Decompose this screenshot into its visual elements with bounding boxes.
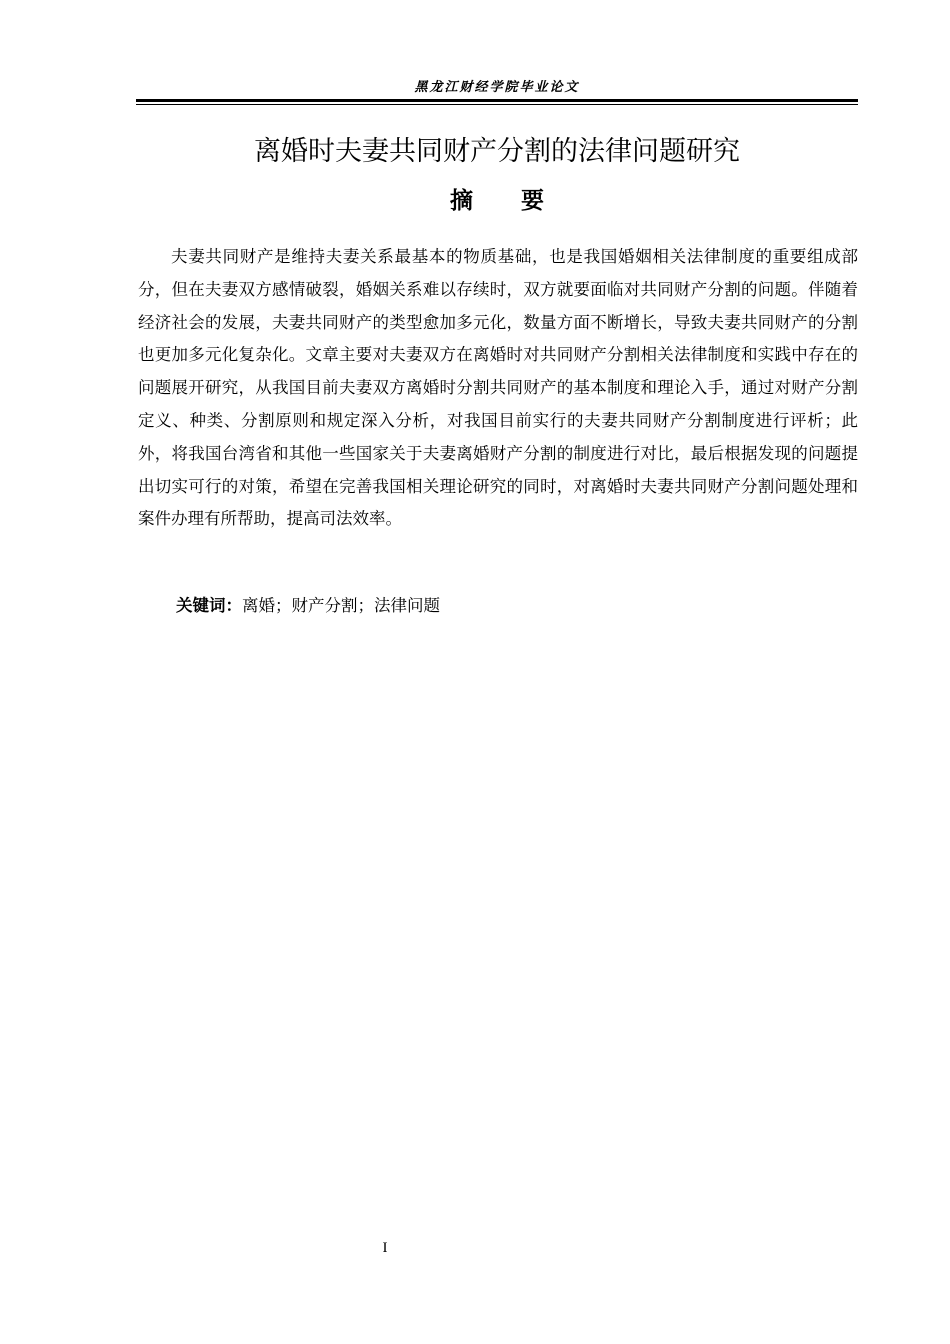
page-number: I (382, 1240, 388, 1256)
abstract-body: 夫妻共同财产是维持夫妻关系最基本的物质基础，也是我国婚姻相关法律制度的重要组成部分，但在夫妻双方感情破裂，婚姻关系难以存续时，双方就要面临对共同财产分割的问题。伴随着经济社会的发展，夫妻共同财产的类型愈加多元化，数量方面不断增长，导致夫妻共同财产的分割也更加多元化复杂化。文章主要对夫妻双方在离婚时对共同财产分割相关法律制度和实践中存在的问题展开研究，从我国目前夫妻双方离婚时分割共同财产的基本制度和理论入手，通过对财产分割定义、种类、分割原则和规定深入分析，对我国目前实行的夫妻共同财产分割制度进行评析；此外，将我国台湾省和其他一些国家关于夫妻离婚财产分割的制度进行对比，最后根据发现的问题提出切实可行的对策，希望在完善我国相关理论研究的同时，对离婚时夫妻共同财产分割问题处理和案件办理有所帮助，提高司法效率。 (138, 247, 858, 529)
running-header: 黑龙江财经学院毕业论文 (414, 80, 580, 95)
abstract-heading (136, 183, 858, 219)
keywords-line (176, 590, 858, 622)
abstract-heading-char-1: 摘 (450, 188, 473, 214)
document-title: 离婚时夫妻共同财产分割的法律问题研究 (254, 136, 740, 167)
keywords-value: 离婚；财产分割；法律问题 (242, 596, 440, 615)
keywords-label: 关键词： (176, 596, 242, 615)
header-rule-thin (136, 104, 858, 105)
abstract-heading-char-2: 要 (521, 188, 544, 214)
header-rule-thick (136, 99, 858, 102)
